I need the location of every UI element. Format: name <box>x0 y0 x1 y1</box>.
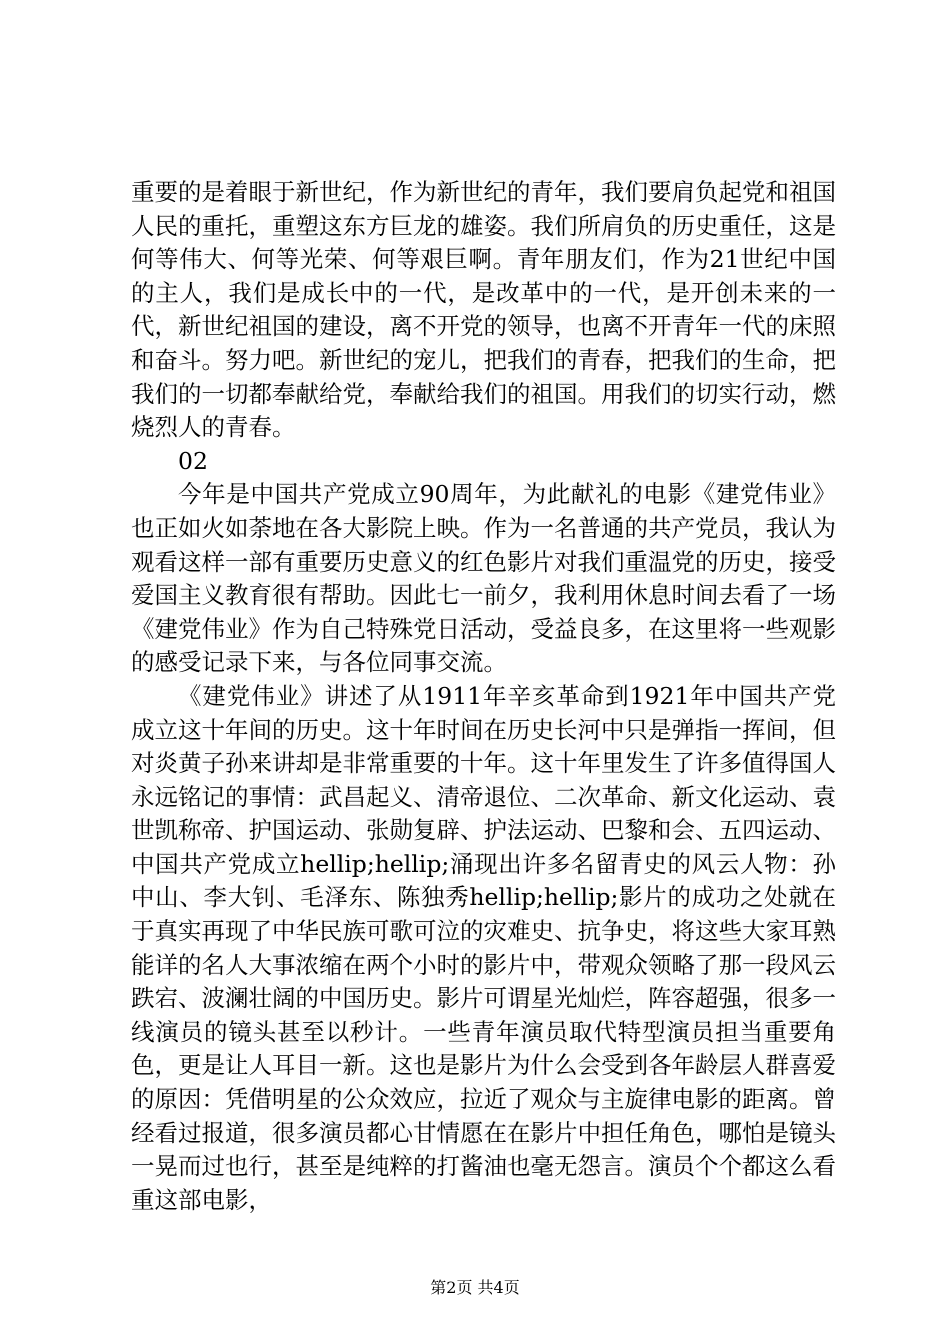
document-body <box>131 176 836 1217</box>
paragraph-intro: 今年是中国共产党成立90周年，为此献礼的电影《建党伟业》也正如火如荼地在各大影院上映。作为一名普通的共产党员，我认为观看这样一部有重要历史意义的红色影片对我们重温党的历史，接受爱国主义教育很有帮助。因此七一前夕，我利用休息时间去看了一场《建党伟业》作为自己特殊党日活动，受益良多，在这里将一些观影的感受记录下来，与各位同事交流。 <box>131 480 836 677</box>
page-footer <box>0 1278 950 1298</box>
paragraph-film-review: 《建党伟业》讲述了从1911年辛亥革命到1921年中国共产党成立这十年间的历史。这十年时间在历史长河中只是弹指一挥间，但对炎黄子孙来讲却是非常重要的十年。这十年里发生了许多值得国人永远铭记的事情：武昌起义、清帝退位、二次革命、新文化运动、袁世凯称帝、护国运动、张勋复辟、护法运动、巴黎和会、五四运动、中国共产党成立hellip;hellip;涌现出许多名留青史的风云人物：孙中山、李大钊、毛泽东、陈独秀hellip;hellip;影片的成功之处就在于真实再现了中华民族可歌可泣的灾难史、抗争史，将这些大家耳熟能详的名人大事浓缩在两个小时的影片中，带观众领略了那一段风云跌宕、波澜壮阔的中国历史。影片可谓星光灿烂，阵容超强，很多一线演员的镜头甚至以秒计。一些青年演员取代特型演员担当重要角色，更是让人耳目一新。这也是影片为什么会受到各年龄层人群喜爱的原因：凭借明星的公众效应，拉近了观众与主旋律电影的距离。曾经看过报道，很多演员都心甘情愿在在影片中担任角色，哪怕是镜头一晃而过也行，甚至是纯粹的打酱油也毫无怨言。演员个个都这么看重这部电影， <box>131 681 836 1214</box>
section-number: 02 <box>178 446 208 475</box>
page-number: 第2页 共4页 <box>430 1278 520 1297</box>
paragraph-continuation: 重要的是着眼于新世纪，作为新世纪的青年，我们要肩负起党和祖国人民的重托，重塑这东方巨龙的雄姿。我们所肩负的历史重任，这是何等伟大、何等光荣、何等艰巨啊。青年朋友们，作为21世纪中国的主人，我们是成长中的一代，是改革中的一代，是开创未来的一代，新世纪祖国的建设，离不开党的领导，也离不开青年一代的床照和奋斗。努力吧。新世纪的宠儿，把我们的青春，把我们的生命，把我们的一切都奉献给党，奉献给我们的祖国。用我们的切实行动，燃烧烈人的青春。 <box>131 178 836 442</box>
